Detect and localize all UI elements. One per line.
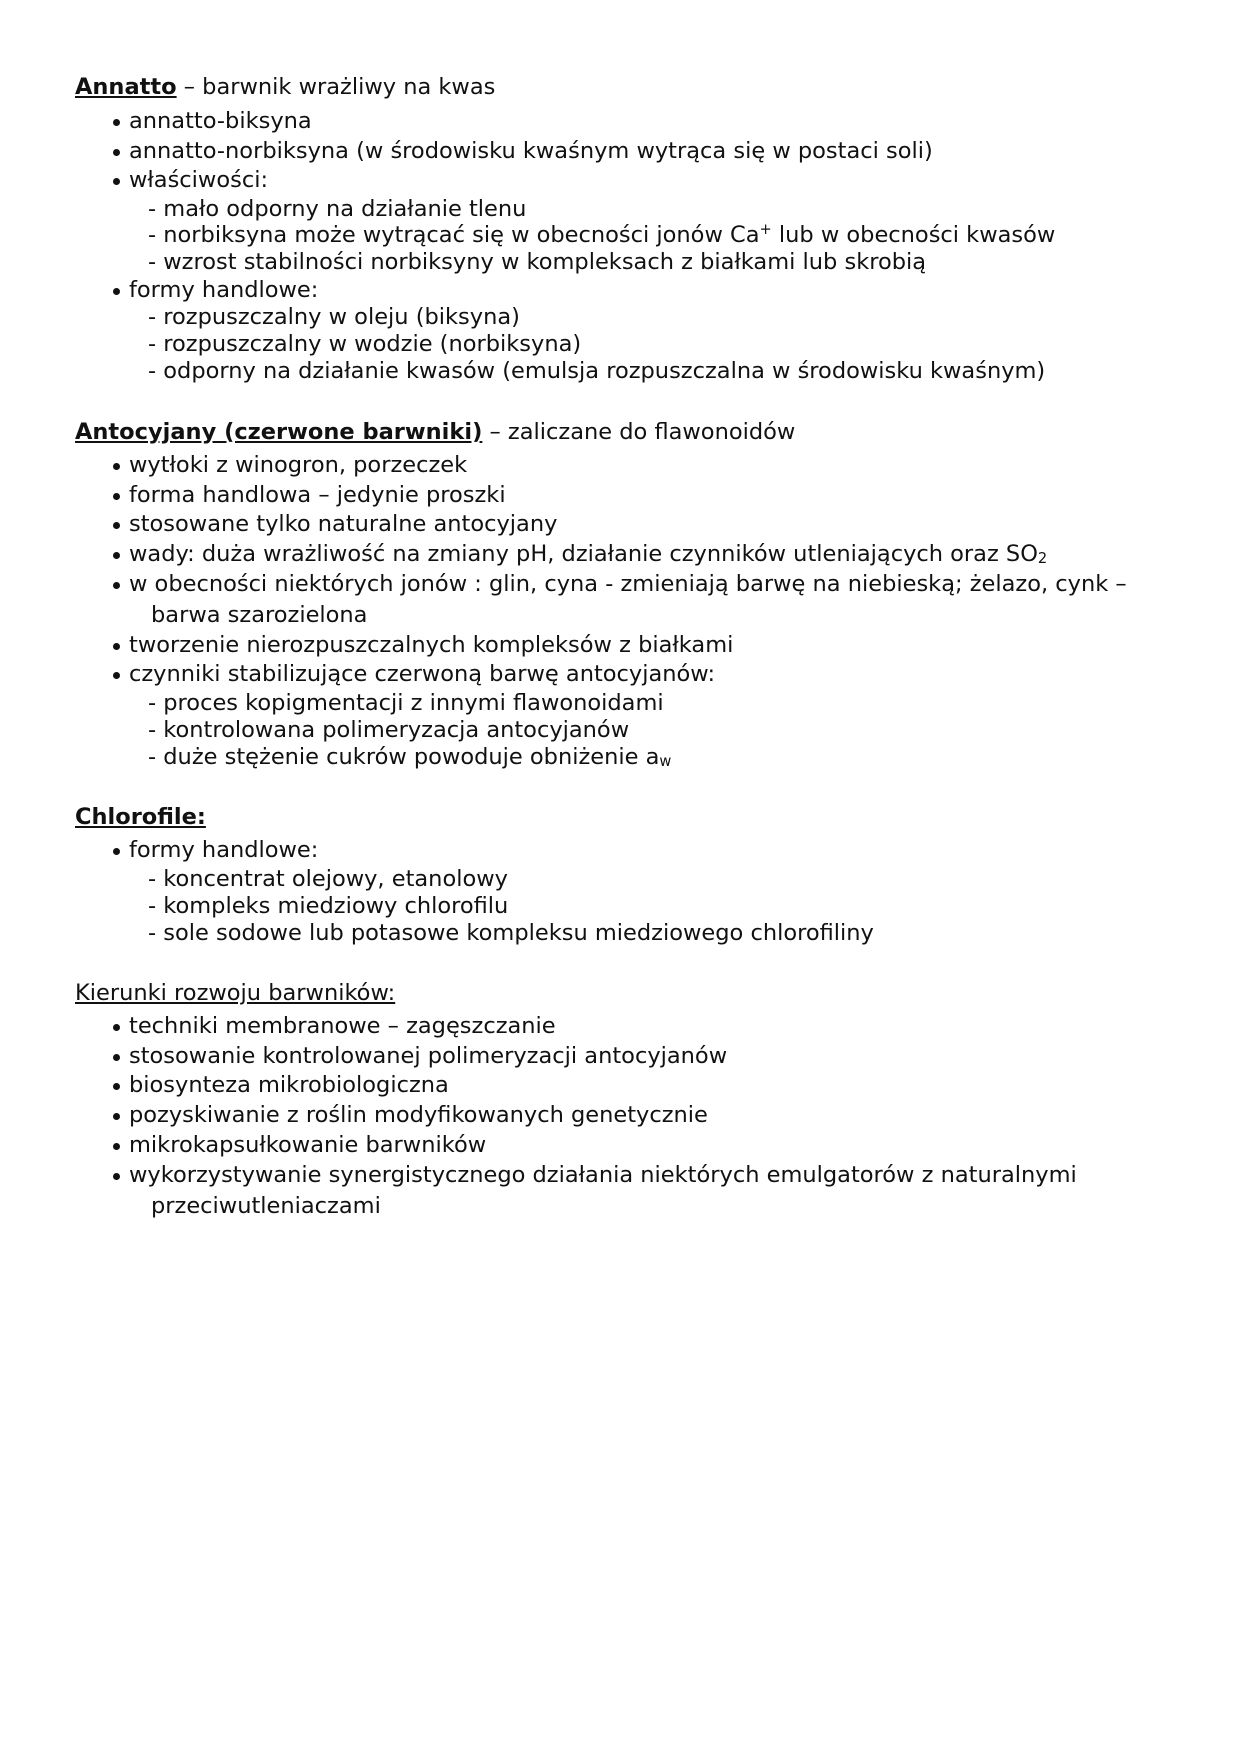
sub-item: - sole sodowe lub potasowe kompleksu miedziowego chlorofiliny xyxy=(148,920,874,946)
list-item: czynniki stabilizujące czerwoną barwę antocyjanów: xyxy=(113,661,715,688)
superscript: + xyxy=(759,220,772,238)
list-item: stosowane tylko naturalne antocyjany xyxy=(113,511,557,538)
sub-item: - norbiksyna może wytrącać się w obecności jonów Ca+ lub w obecności kwasów xyxy=(148,220,1056,248)
annatto-heading-description: – barwnik wrażliwy na kwas xyxy=(176,74,496,100)
sub-item: - odporny na działanie kwasów (emulsja rozpuszczalna w środowisku kwaśnym) xyxy=(148,358,1046,384)
sub-item: - rozpuszczalny w wodzie (norbiksyna) xyxy=(148,331,582,357)
sub-item: - kontrolowana polimeryzacja antocyjanów xyxy=(148,717,630,743)
list-item: wady: duża wrażliwość na zmiany pH, działanie czynników utleniających oraz $SO_2$ xyxy=(113,541,1047,568)
subscript: w xyxy=(659,753,672,771)
chlorofile-heading-line xyxy=(75,804,206,831)
list-item-continuation: przeciwutleniaczami xyxy=(151,1193,381,1219)
list-item: właściwości: xyxy=(113,167,268,194)
kierunki-heading: Kierunki rozwoju barwników: xyxy=(75,980,396,1006)
list-item: mikrokapsułkowanie barwników xyxy=(113,1132,486,1159)
list-item: formy handlowe: xyxy=(113,277,318,304)
list-item: biosynteza mikrobiologiczna xyxy=(113,1072,449,1099)
list-item: wytłoki z winogron, porzeczek xyxy=(113,452,467,479)
sub-item: - kompleks miedziowy chlorofilu xyxy=(148,893,509,919)
annatto-heading: Annatto xyxy=(75,74,177,100)
list-item: w obecności niektórych jonów : glin, cyna - zmieniają barwę na niebieską; żelazo, cynk – xyxy=(113,571,1127,598)
chlorofile-heading: Chlorofile: xyxy=(75,804,206,830)
kierunki-heading-line xyxy=(75,980,395,1007)
list-item: pozyskiwanie z roślin modyfikowanych genetycznie xyxy=(113,1102,708,1129)
sub-item: - duże stężenie cukrów powoduje obniżenie $a_w$ xyxy=(148,744,672,771)
list-item: annatto-norbiksyna (w środowisku kwaśnym wytrąca się w postaci soli) xyxy=(113,138,933,165)
sub-item: - koncentrat olejowy, etanolowy xyxy=(148,866,508,892)
list-item-continuation: barwa szarozielona xyxy=(151,602,368,628)
sub-item: - wzrost stabilności norbiksyny w kompleksach z białkami lub skrobią xyxy=(148,249,927,275)
list-item: techniki membranowe – zagęszczanie xyxy=(113,1013,556,1040)
antocyjany-heading: Antocyjany (czerwone barwniki) xyxy=(75,419,483,445)
sub-item: - proces kopigmentacji z innymi flawonoidami xyxy=(148,690,664,716)
list-item: wykorzystywanie synergistycznego działania niektórych emulgatorów z naturalnymi xyxy=(113,1162,1077,1189)
subscript: 2 xyxy=(1037,550,1048,568)
antocyjany-heading-line xyxy=(75,419,795,446)
list-item: forma handlowa – jedynie proszki xyxy=(113,482,506,509)
list-item: annatto-biksyna xyxy=(113,108,312,135)
annatto-heading-line xyxy=(75,74,495,101)
sub-item: - mało odporny na działanie tlenu xyxy=(148,196,527,222)
sub-item: - rozpuszczalny w oleju (biksyna) xyxy=(148,304,520,330)
list-item: tworzenie nierozpuszczalnych kompleksów z białkami xyxy=(113,632,733,659)
list-item: stosowanie kontrolowanej polimeryzacji antocyjanów xyxy=(113,1043,727,1070)
antocyjany-heading-description: – zaliczane do flawonoidów xyxy=(482,419,796,445)
list-item: formy handlowe: xyxy=(113,837,318,864)
